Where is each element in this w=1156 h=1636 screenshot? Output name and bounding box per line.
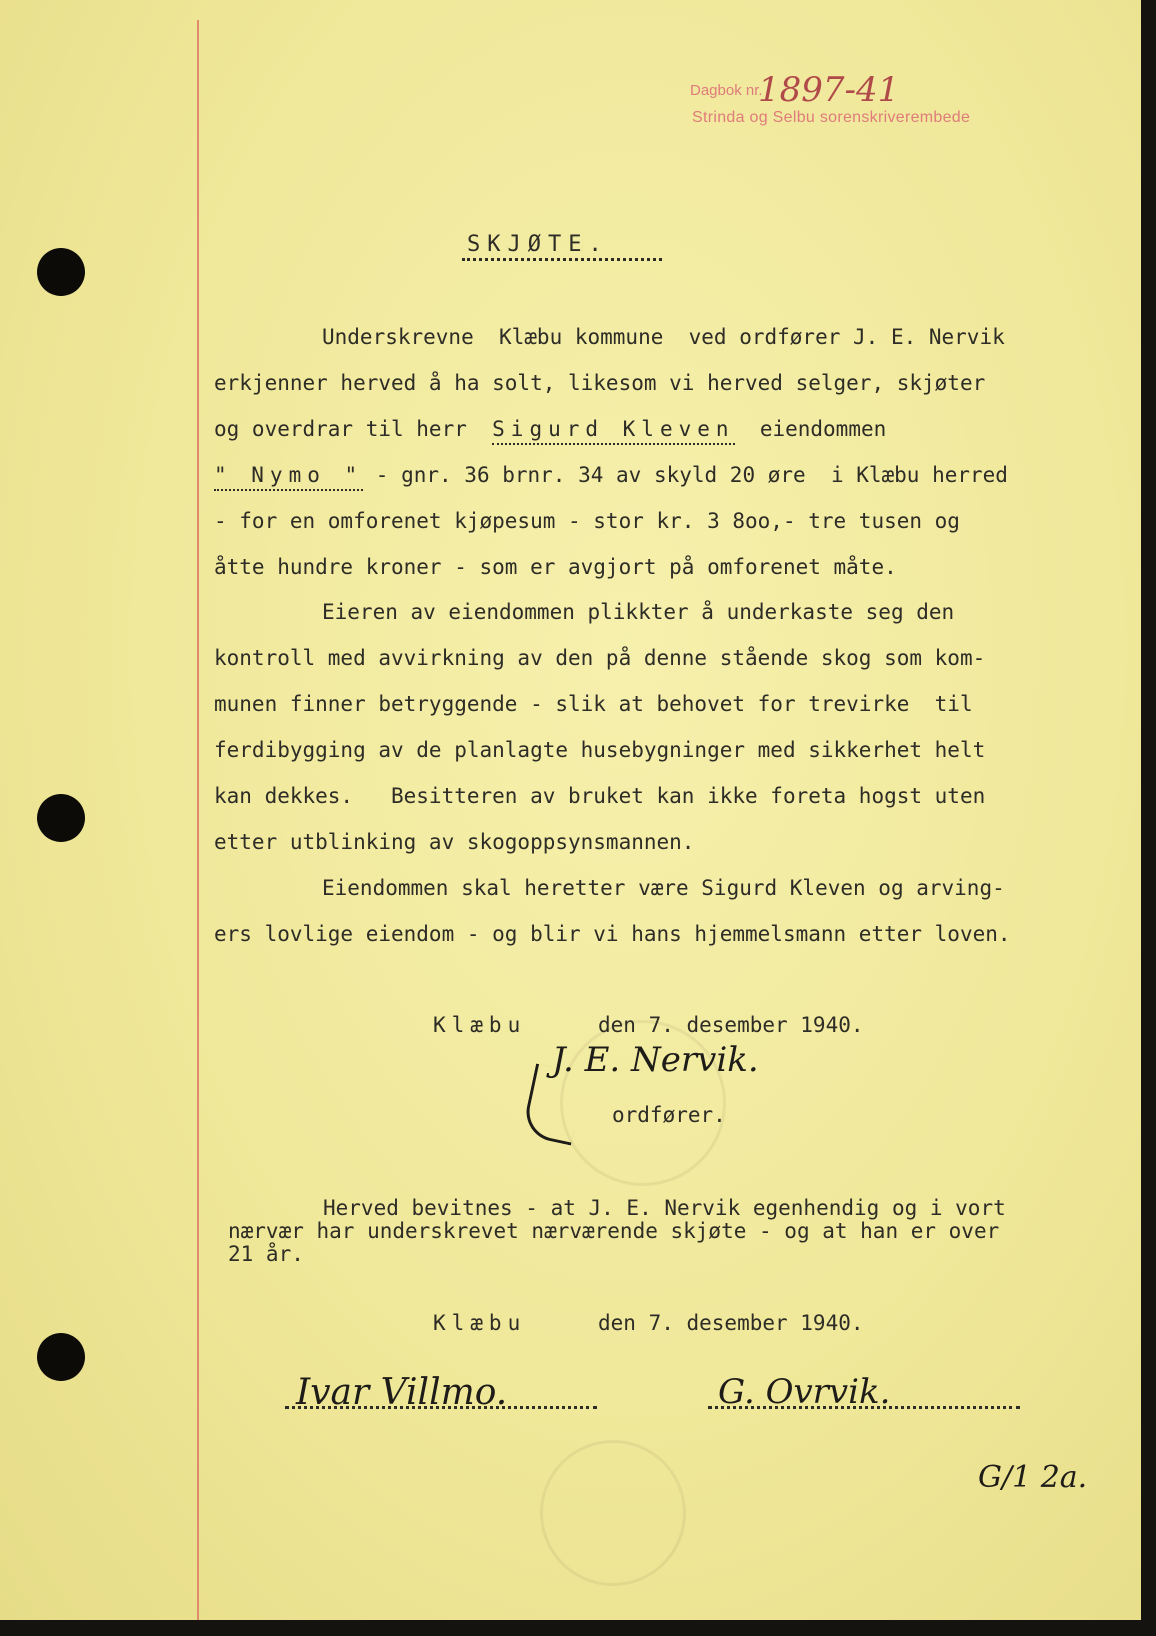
- body-line: [322, 327, 1005, 348]
- body-text: - for en omforenet kjøpesum - stor kr. 3 8oo,- tre tusen og: [214, 509, 960, 533]
- body-text: eiendommen: [734, 417, 887, 441]
- faint-seal-mark: [540, 1440, 686, 1586]
- punch-hole: [37, 1333, 85, 1381]
- body-text: - gnr. 36 brnr. 34 av skyld 20 øre i Klæbu herred: [363, 463, 1008, 487]
- body-line: [214, 511, 960, 532]
- signature-line: [708, 1406, 1020, 1409]
- witness-text-line: Herved bevitnes - at J. E. Nervik egenhendig og i vort: [323, 1196, 1006, 1220]
- signature-line: [285, 1406, 597, 1409]
- mayor-signature: J. E. Nervik.: [552, 1040, 759, 1080]
- body-text: og overdrar til herr: [214, 417, 493, 441]
- witness-signature: G. Ovrvik.: [718, 1372, 891, 1412]
- body-line: munen finner betryggende - slik at behovet for trevirke til: [214, 692, 973, 716]
- stamp-office-name: Strinda og Selbu sorenskriverembede: [692, 109, 971, 126]
- body-line: [214, 419, 886, 440]
- margin-line: [197, 20, 199, 1620]
- emphasized-name: " Nymo ": [214, 463, 363, 491]
- body-line: Eieren av eiendommen plikkter å underkaste seg den: [322, 600, 955, 624]
- clerk-initials: G/1 2a.: [978, 1460, 1088, 1495]
- stamp-journal-label: Dagbok nr.: [690, 82, 763, 99]
- witness-text-line: nærvær har underskrevet nærværende skjøte - og at han er over: [228, 1219, 1000, 1243]
- witness-text-line: 21 år.: [228, 1242, 304, 1266]
- scan-border: [1141, 0, 1156, 1636]
- punch-hole: [37, 794, 85, 842]
- body-line: ers lovlige eiendom - og blir vi hans hjemmelsmann etter loven.: [214, 922, 1011, 946]
- body-line: Eiendommen skal heretter være Sigurd Kleven og arving-: [322, 876, 1005, 900]
- document-title: SKJØTE.: [467, 232, 609, 257]
- body-line: kontroll med avvirkning av den på denne stående skog som kom-: [214, 646, 986, 670]
- body-text: Underskrevne Klæbu kommune ved ordfører J. E. Nervik: [322, 325, 1005, 349]
- emphasized-name: Sigurd Kleven: [492, 417, 734, 445]
- mayor-title: ordfører.: [612, 1103, 726, 1127]
- punch-hole: [37, 248, 85, 296]
- scan-border: [0, 1620, 1156, 1636]
- place-name: Klæbu: [433, 1311, 527, 1335]
- title-underline: [462, 258, 662, 261]
- place-name: Klæbu: [433, 1013, 527, 1037]
- body-line: etter utblinking av skogoppsynsmannen.: [214, 830, 695, 854]
- date-line: den 7. desember 1940.: [598, 1311, 864, 1335]
- date-line: den 7. desember 1940.: [598, 1013, 864, 1037]
- body-line: [214, 557, 897, 578]
- body-text: erkjenner herved å ha solt, likesom vi herved selger, skjøter: [214, 371, 986, 395]
- body-line: kan dekkes. Besitteren av bruket kan ikke foreta hogst uten: [214, 784, 986, 808]
- body-line: [214, 465, 1008, 486]
- body-line: ferdibygging av de planlagte husebygninger med sikkerhet helt: [214, 738, 986, 762]
- body-text: åtte hundre kroner - som er avgjort på omforenet måte.: [214, 555, 897, 579]
- body-line: [214, 373, 985, 394]
- witness-signature: Ivar Villmo.: [296, 1372, 508, 1413]
- stamp-journal-number: 1897-41: [758, 70, 900, 110]
